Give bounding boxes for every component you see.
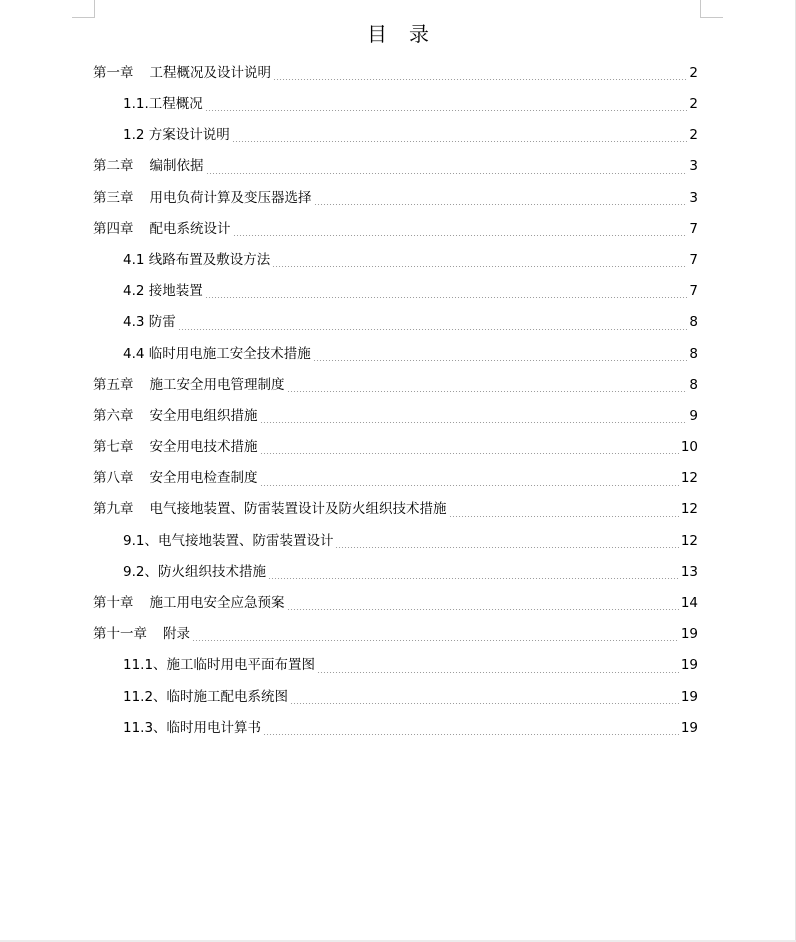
toc-page-number: 8 <box>689 376 698 393</box>
toc-entry-text: 11.2、临时施工配电系统图 <box>123 688 289 705</box>
toc-chapter-number: 第四章 <box>93 220 134 237</box>
toc-dot-leader <box>260 422 688 423</box>
toc-dot-leader <box>287 391 688 392</box>
toc-dot-leader <box>287 609 679 610</box>
toc-page-number: 7 <box>689 283 698 300</box>
toc-page-number: 3 <box>689 158 698 175</box>
toc-entry-text: 1.1.工程概况 <box>123 96 203 113</box>
toc-page-number: 12 <box>680 501 698 518</box>
toc-entry-text: 4.1 线路布置及敷设方法 <box>123 251 271 268</box>
toc-page-number: 8 <box>689 345 698 362</box>
toc-dot-leader <box>449 516 679 517</box>
toc-page-number: 7 <box>689 220 698 237</box>
toc-entry[interactable] <box>93 276 698 307</box>
toc-page-number: 19 <box>680 626 698 643</box>
toc-entry[interactable] <box>93 651 698 682</box>
toc-entry[interactable] <box>93 214 698 245</box>
toc-entry-text: 电气接地装置、防雷装置设计及防火组织技术措施 <box>149 501 447 518</box>
toc-entry-text: 编制依据 <box>149 158 204 175</box>
toc-entry-text: 4.4 临时用电施工安全技术措施 <box>123 345 311 362</box>
toc-dot-leader <box>317 672 679 673</box>
toc-dot-leader <box>206 173 688 174</box>
toc-entry[interactable] <box>93 370 698 401</box>
toc-chapter-number: 第九章 <box>93 501 134 518</box>
toc-entry-text: 施工用电安全应急预案 <box>149 595 285 612</box>
toc-entry[interactable] <box>93 619 698 650</box>
toc-page-number: 8 <box>689 314 698 331</box>
toc-chapter-number: 第三章 <box>93 189 134 206</box>
toc-chapter-number: 第二章 <box>93 158 134 175</box>
toc-page-number: 3 <box>689 189 698 206</box>
toc-dot-leader <box>268 578 679 579</box>
toc-entry[interactable] <box>93 152 698 183</box>
toc-entry[interactable] <box>93 89 698 120</box>
toc-dot-leader <box>178 329 688 330</box>
toc-page-number: 7 <box>689 251 698 268</box>
toc-title: 目录 <box>367 22 451 46</box>
toc-dot-leader <box>260 453 679 454</box>
toc-entry-text: 11.1、施工临时用电平面布置图 <box>123 657 316 674</box>
toc-entry-text: 1.2 方案设计说明 <box>123 127 230 144</box>
toc-entry-text: 附录 <box>163 626 190 643</box>
toc-dot-leader <box>273 79 687 80</box>
toc-entry-text: 9.2、防火组织技术措施 <box>123 563 266 580</box>
toc-entry[interactable] <box>93 463 698 494</box>
toc-entry-text: 施工安全用电管理制度 <box>149 376 285 393</box>
toc-entry[interactable] <box>93 432 698 463</box>
toc-entry[interactable] <box>93 557 698 588</box>
toc-dot-leader <box>260 485 679 486</box>
toc-dot-leader <box>272 266 687 267</box>
toc-chapter-number: 第七章 <box>93 439 134 456</box>
toc-page-number: 19 <box>680 657 698 674</box>
toc-chapter-number: 第一章 <box>93 64 134 81</box>
toc-entry-text: 安全用电组织措施 <box>149 407 258 424</box>
toc-entry-text: 4.2 接地装置 <box>123 283 203 300</box>
toc-dot-leader <box>205 110 688 111</box>
toc-entry[interactable] <box>93 526 698 557</box>
toc-entry-text: 9.1、电气接地装置、防雷装置设计 <box>123 532 334 549</box>
toc-entry[interactable] <box>93 495 698 526</box>
toc-entry[interactable] <box>93 58 698 89</box>
toc-page-number: 9 <box>689 407 698 424</box>
crop-mark-top-right <box>700 0 723 18</box>
toc-entry[interactable] <box>93 682 698 713</box>
toc-page-number: 2 <box>689 96 698 113</box>
toc-dot-leader <box>335 547 678 548</box>
toc-entry[interactable] <box>93 339 698 370</box>
toc-entry[interactable] <box>93 713 698 744</box>
toc-entry-text: 4.3 防雷 <box>123 314 176 331</box>
toc-entry[interactable] <box>93 401 698 432</box>
toc-page-number: 12 <box>680 470 698 487</box>
toc-page-number: 19 <box>680 688 698 705</box>
toc-page-number: 14 <box>680 595 698 612</box>
toc-dot-leader <box>192 640 679 641</box>
toc-entry-text: 安全用电检查制度 <box>149 470 258 487</box>
toc-dot-leader <box>263 734 679 735</box>
toc-dot-leader <box>205 297 688 298</box>
toc-page-number: 19 <box>680 719 698 736</box>
toc-page-number: 13 <box>680 563 698 580</box>
toc-dot-leader <box>313 360 688 361</box>
toc-chapter-number: 第十一章 <box>93 626 147 643</box>
toc-dot-leader <box>233 235 688 236</box>
toc-entry[interactable] <box>93 183 698 214</box>
toc-entry-text: 配电系统设计 <box>149 220 231 237</box>
toc-chapter-number: 第六章 <box>93 407 134 424</box>
toc-page-number: 2 <box>689 127 698 144</box>
toc-page-number: 10 <box>680 439 698 456</box>
toc-entry-text: 工程概况及设计说明 <box>149 64 271 81</box>
crop-mark-top-left <box>72 0 95 18</box>
toc-entry[interactable] <box>93 588 698 619</box>
toc-page-number: 12 <box>680 532 698 549</box>
toc-entry-text: 用电负荷计算及变压器选择 <box>149 189 312 206</box>
table-of-contents <box>93 58 698 744</box>
toc-chapter-number: 第五章 <box>93 376 134 393</box>
toc-chapter-number: 第八章 <box>93 470 134 487</box>
toc-chapter-number: 第十章 <box>93 595 134 612</box>
toc-page-number: 2 <box>689 64 698 81</box>
toc-entry-text: 11.3、临时用电计算书 <box>123 719 262 736</box>
toc-entry-text: 安全用电技术措施 <box>149 439 258 456</box>
toc-entry[interactable] <box>93 308 698 339</box>
toc-dot-leader <box>290 703 679 704</box>
toc-entry[interactable] <box>93 120 698 151</box>
toc-dot-leader <box>232 141 688 142</box>
toc-dot-leader <box>314 204 688 205</box>
toc-entry[interactable] <box>93 245 698 276</box>
